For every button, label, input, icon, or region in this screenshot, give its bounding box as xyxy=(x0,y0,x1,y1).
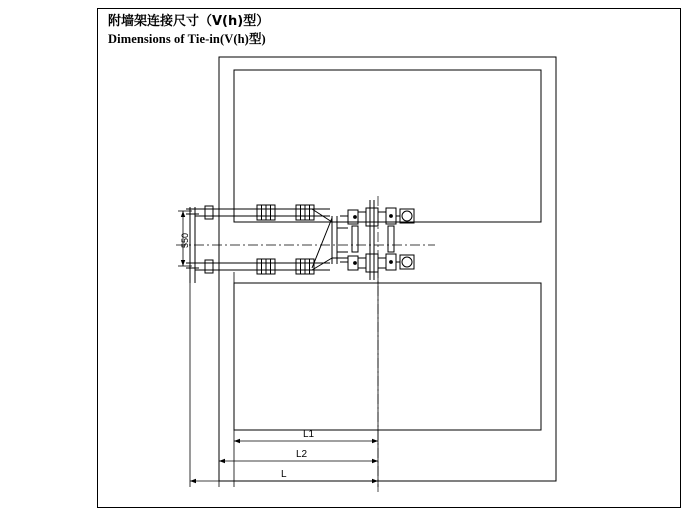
v-frame xyxy=(312,209,348,270)
dimension-chain xyxy=(190,272,378,487)
dimension-label-l1: L1 xyxy=(303,429,315,440)
wall-outline xyxy=(219,57,556,481)
title-chinese: 附墙架连接尺寸（V(h)型） xyxy=(108,14,270,29)
title-english: Dimensions of Tie-in(V(h)型) xyxy=(108,32,266,46)
lower-tie-rod xyxy=(195,259,330,274)
center-lines xyxy=(176,196,435,492)
scaffold-clamps xyxy=(340,200,414,280)
upper-tie-rod xyxy=(195,205,330,220)
dimension-label-550: 550 xyxy=(180,232,190,248)
dimension-label-l: L xyxy=(281,469,287,480)
dimension-label-l2: L2 xyxy=(296,449,308,460)
